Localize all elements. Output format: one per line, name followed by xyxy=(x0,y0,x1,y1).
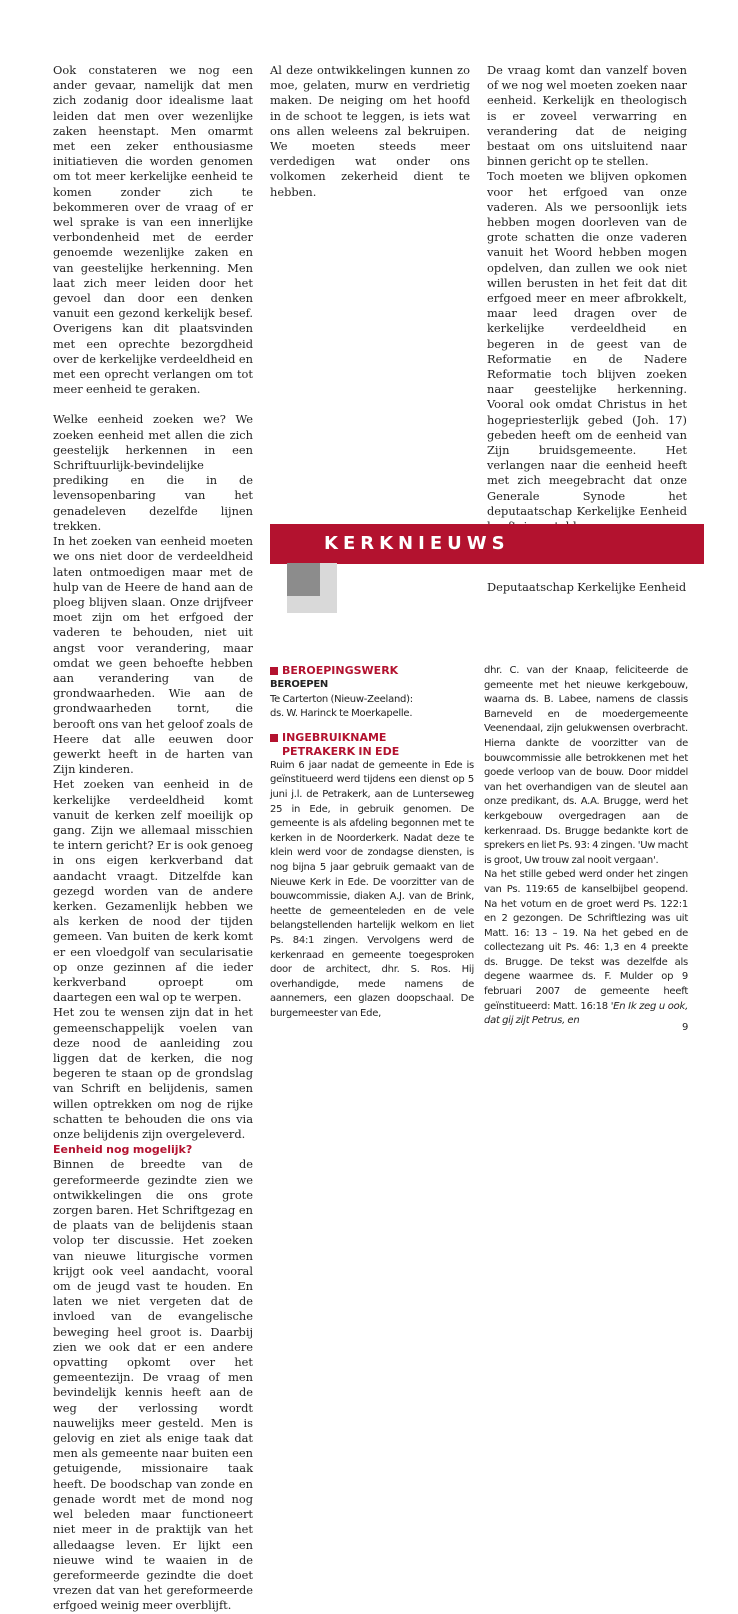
news-line: ds. W. Harinck te Moerkapelle. xyxy=(270,708,413,720)
paragraph: Al deze ontwikkelingen kunnen zo moe, gelaten, murw en verdrietig maken. De neiging om het hoofd in de schoot te leggen, is iets wat ons allen weleens zal bekruipen. We moeten steeds meer verdedigen wat onder ons volkomen zekerheid dient te hebben. xyxy=(270,63,470,199)
paragraph: De vraag komt dan vanzelf boven of we nog wel moeten zoeken naar eenheid. Kerkelijk en theologisch is er zoveel verwarring en verandering dat de neiging bestaat om ons uitsluitend naar binnen gericht op te stellen. xyxy=(487,63,687,169)
news-heading-text: PETRAKERK IN EDE xyxy=(282,744,400,758)
paragraph: Welke eenheid zoeken we? We zoeken eenheid met allen die zich geestelijk herkennen in een Schriftuurlijk-bevindelijke prediking en die in de levensopenbaring van het genadeleven dezelfde lijnen trekken. xyxy=(53,412,253,533)
section-subheading: Eenheid nog mogelijk? xyxy=(53,1143,193,1157)
article-column-1 xyxy=(53,63,253,1614)
news-column-2 xyxy=(484,664,688,1029)
bullet-square-icon xyxy=(270,734,278,742)
news-quote: 'En Ik zeg u ook, dat gij zijt Petrus, en xyxy=(484,1000,688,1027)
news-subheading: BEROEPEN xyxy=(270,679,329,690)
article-column-3 xyxy=(487,63,687,595)
banner-title: KERKNIEUWS xyxy=(324,533,510,554)
news-line: Te Carterton (Nieuw-Zeeland): xyxy=(270,693,413,705)
news-paragraph: dhr. C. van der Knaap, feliciteerde de gemeente met het nieuwe kerkgebouw, waarna ds. B. Labee, namens de classis Barneveld en de moedergemeente Veenendaal, zijn gelukwensen overbracht. Hierna dankte de voorzitter van de bouwcommissie alle betrokkenen met het goede verloop van de bouw. Door middel van het overhandigen van de sleutel aan onze predikant, ds. A.A. Brugge, werd het kerkgebouw overgedragen aan de kerkenraad. Ds. Brugge bedankte kort de sprekers en liet Ps. 93: 4 zingen. 'Uw macht is groot, Uw trouw zal nooit vergaan'. xyxy=(484,665,689,866)
paragraph: Het zou te wensen zijn dat in het gemeenschappelijk voelen van deze nood de aanleiding zou liggen dat de kerken, die nog begeren te staan op de grondslag van Schrift en belijdenis, samen willen optrekken om nog de rijke schatten te behouden die ons via onze belijdenis zijn overgeleverd. xyxy=(53,1005,253,1142)
paragraph: Binnen de breedte van de gereformeerde gezindte zien we ontwikkelingen die ons grote zorgen baren. Het Schriftgezag en de plaats van de belijdenis staan volop ter discussie. Het zoeken van nieuwe liturgische vormen krijgt ook veel aandacht, vooral om de jeugd vast te houden. En laten we niet vergeten dat de invloed van de evangelische beweging heel groot is. Daarbij zien we ook dat er een andere opvatting opkomt over het gemeentezijn. De vraag of men bevindelijk kennis heeft aan de weg der verlossing wordt nauwelijks meer gesteld. Men is gelovig en ziet als enige taak dat men als gemeente naar buiten een getuigende, missionaire taak heeft. De boodschap van zonde en genade wordt met de mond nog wel beleden maar functioneert niet meer in de praktijk van het alledaagse leven. Er lijkt een nieuwe wind te waaien in de gereformeerde gezindte die doet vrezen dat van het gereformeerde erfgoed weinig meer overblijft. xyxy=(53,1157,253,1613)
kerknieuws-banner xyxy=(270,524,704,564)
news-paragraph xyxy=(484,868,688,1029)
paragraph: Toch moeten we blijven opkomen voor het erfgoed van onze vaderen. Als we persoonlijk iets hebben mogen doorleven van de grote schatten die onze vaderen vanuit het Woord hebben mogen opdelven, dan zullen we ook niet willen berusten in het feit dat dit erfgoed meer en meer afbrokkelt, maar leed dragen over de kerkelijke verdeeldheid en begeren in de geest van de Reformatie en de Nadere Reformatie toch blijven zoeken naar geestelijke herkenning. Vooral ook omdat Christus in het hogepriesterlijk gebed (Joh. 17) gebeden heeft om de eenheid van Zijn bruidsgemeente. Het verlangen naar die eenheid heeft met zich meegebracht dat onze Generale Synode het deputaatschap Kerkelijke Eenheid xyxy=(487,169,687,518)
paragraph: In het zoeken van eenheid moeten we ons niet door de verdeeldheid laten ontmoedigen maar met de hulp van de Heere de hand aan de ploeg blijven slaan. Onze drijfveer moet zijn om het erfgoed der vaderen te behouden, niet uit angst voor verandering, maar omdat we geen behoefte hebben aan verandering van de grondwaarheden. Wie aan de grondwaarheden tornt, die berooft ons van het geloof zoals de Heere dat alle eeuwen door gewerkt heeft in de harten van Zijn kinderen. xyxy=(53,534,253,777)
paragraph: Ook constateren we nog een ander gevaar, namelijk dat men zich zodanig door idealisme laat leiden dat men over wezenlijke zaken heenstapt. Men omarmt met een zeker enthousiasme initiatieven die worden genomen om tot meer kerkelijke eenheid te komen zonder zich te bekommeren over de vraag of er wel sprake is van een innerlijke verbondenheid met de eerder genoemde wezenlijke zaken en van geestelijke herkenning. Men laat zich meer leiden door het gevoel dan door een denken vanuit een gezond kerkelijk besef. Overigens kan dit plaatsvinden met een oprechte bezorgdheid over de kerkelijke verdeeldheid en met een oprecht verlangen om tot meer eenheid te geraken. xyxy=(53,63,253,397)
news-paragraph: Ruim 6 jaar nadat de gemeente in Ede is geïnstitueerd werd tijdens een dienst op 5 juni j.l. de Petrakerk, aan de Lunterseweg 25 in Ede, in gebruik genomen. De gemeente is als afdeling begonnen met te kerken in de Noorderkerk. Nadat deze te klein werd voor de zondagse diensten, is nog bijna 5 jaar gebruik gemaakt van de Nieuwe Kerk in Ede. De voorzitter van de bouwcommissie, diaken A.J. van de Brink, heette de gemeenteleden en de vele belangstellenden hartelijk welkom en liet Ps. 84:1 zingen. Vervolgens werd de kerkenraad en gemeente toegesproken door de architect, dhr. S. Ros. Hij overhandigde, mede namens de aannemers, een glazen doopschaal. De burgemeester van Ede, xyxy=(270,759,474,1019)
news-heading-text: BEROEPINGSWERK xyxy=(282,664,399,677)
signature: Deputaatschap Kerkelijke Eenheid xyxy=(487,579,687,594)
page-number: 9 xyxy=(682,1022,689,1033)
news-heading-petrakerk xyxy=(270,731,474,759)
article-column-2 xyxy=(270,63,470,200)
decorative-square-dark xyxy=(287,563,320,596)
news-heading-beroepingswerk xyxy=(270,664,474,678)
news-column-1 xyxy=(270,664,474,1021)
bullet-square-icon xyxy=(270,667,278,675)
news-heading-text: INGEBRUIKNAME xyxy=(282,730,387,744)
news-text: Na het stille gebed werd onder het zingen van Ps. 119:65 de kanselbijbel geopend. Na het votum en de groet werd Ps. 122:1 en 2 gezongen. De Schriftlezing was uit Matt. 16: 13 – 19. Na het gebed en de collectezang uit Ps. 46: 1,3 en 4 preekte ds. Brugge. De tekst was dezelfde als degene waarmee ds. F. Mulder op 9 februari 2007 de gemeente heeft geïnstitueerd: Matt. 16:18 xyxy=(484,869,688,1012)
paragraph: Het zoeken van eenheid in de kerkelijke verdeeldheid komt vanuit de kerken zelf moeilijk op gang. Zijn we allemaal misschien te intern gericht? Er is ook genoeg in ons eigen kerkverband dat aandacht vraagt. Ditzelfde kan gezegd worden van de andere kerken. Gezamenlijk hebben we als kerken de nood der tijden gemeen. Van buiten de kerk komt er een vloedgolf van secularisatie op onze gezinnen af die ieder kerkverband oproept om daartegen een wal op te werpen. xyxy=(53,777,253,1005)
